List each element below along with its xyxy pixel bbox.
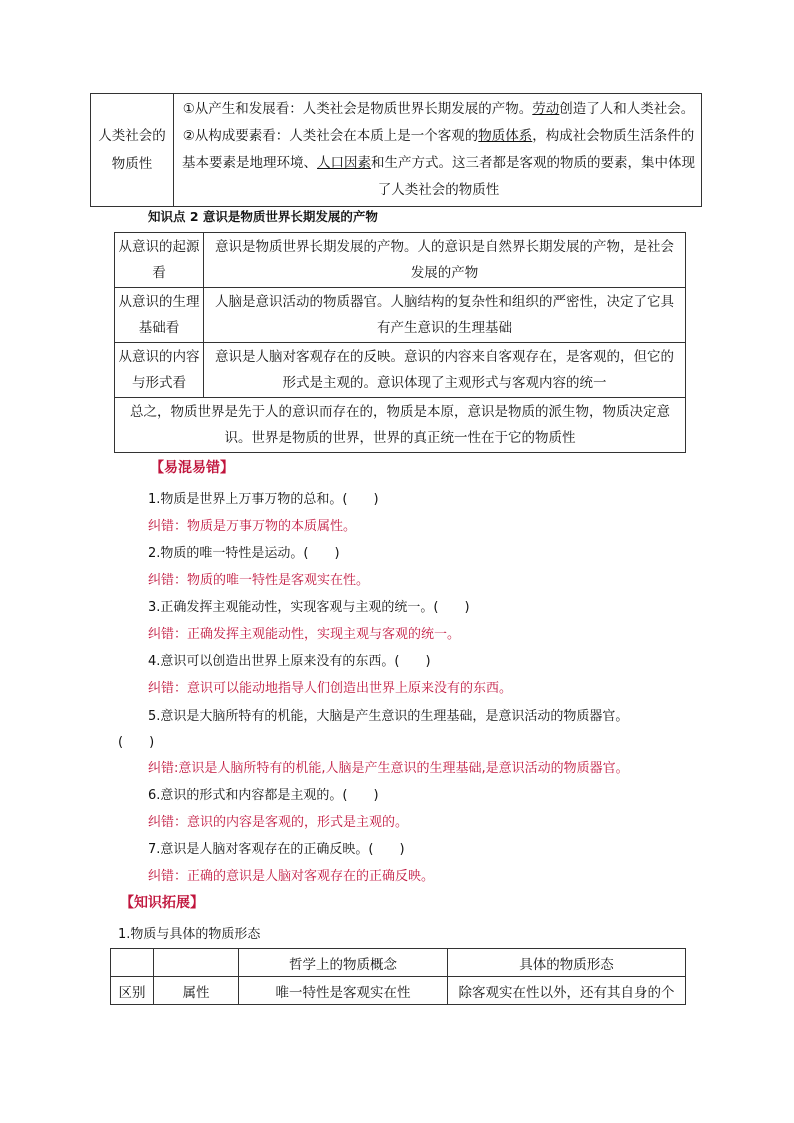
mistake-correction-2: 纠错：物质的唯一特性是客观实在性。 [148, 573, 370, 588]
table1-header: 人类社会的物质性 [91, 94, 174, 207]
table2-body-1: 意识是物质世界长期发展的产物。人的意识是自然界长期发展的产物，是社会发展的产物 [204, 233, 686, 288]
expand-subtitle: 1.物质与具体的物质形态 [118, 927, 261, 942]
mistake-question-7: 7.意识是人脑对客观存在的正确反映。( ) [148, 842, 405, 857]
material-forms-table [110, 948, 686, 1005]
mistake-correction-6: 纠错：意识的内容是客观的，形式是主观的。 [148, 815, 409, 830]
mistake-correction-3: 纠错：正确发挥主观能动性，实现主观与客观的统一。 [148, 627, 461, 642]
col-concrete-forms: 具体的物质形态 [448, 949, 686, 977]
table2-body-3: 意识是人脑对客观存在的反映。意识的内容来自客观存在，是客观的，但它的形式是主观的。意识体现了主观形式与客观内容的统一 [204, 343, 686, 398]
cell-philosophy-attribute: 唯一特性是客观实在性 [239, 977, 448, 1005]
cell-concrete-attribute: 除客观实在性以外，还有其自身的个 [448, 977, 686, 1005]
mistake-question-6: 6.意识的形式和内容都是主观的。( ) [148, 788, 379, 803]
mistake-correction-5: 纠错:意识是人脑所特有的机能,人脑是产生意识的生理基础,是意识活动的物质器官。 [148, 761, 629, 776]
mistake-question-5: 5.意识是大脑所特有的机能，大脑是产生意识的生理基础，是意识活动的物质器官。 [148, 709, 629, 724]
mistakes-title: 【易混易错】 [150, 460, 234, 476]
table2-header-1: 从意识的起源看 [115, 233, 204, 288]
mistake-question-4: 4.意识可以创造出世界上原来没有的东西。( ) [148, 654, 431, 669]
mistake-question-2: 2.物质的唯一特性是运动。( ) [148, 546, 340, 561]
table2-header-3: 从意识的内容与形式看 [115, 343, 204, 398]
table2-summary: 总之，物质世界是先于人的意识而存在的，物质是本原，意识是物质的派生物，物质决定意识。世界是物质的世界，世界的真正统一性在于它的物质性 [115, 398, 686, 453]
table2-body-2: 人脑是意识活动的物质器官。人脑结构的复杂性和组织的严密性，决定了它具有产生意识的生理基础 [204, 288, 686, 343]
mistake-question-5-paren: ( ) [118, 735, 155, 750]
row-label-attribute: 属性 [154, 977, 239, 1005]
consciousness-table [114, 232, 686, 453]
expand-title: 【知识拓展】 [120, 895, 204, 911]
section-title: 知识点 2 意识是物质世界长期发展的产物 [148, 209, 378, 224]
table1-body: ①从产生和发展看：人类社会是物质世界长期发展的产物。劳动创造了人和人类社会。 ②从构成要素看：人类社会在本质上是一个客观的物质体系，构成社会物质生活条件的基本要素是地理环境、人口因素和生产方式。这三者都是客观的物质的要素，集中体现了人类社会的物质性 [174, 94, 702, 207]
mistake-correction-1: 纠错：物质是万事万物的本质属性。 [148, 519, 357, 534]
table2-header-2: 从意识的生理基础看 [115, 288, 204, 343]
mistake-correction-7: 纠错：正确的意识是人脑对客观存在的正确反映。 [148, 869, 435, 884]
row-label-difference: 区别 [111, 977, 154, 1005]
mistake-question-1: 1.物质是世界上万事万物的总和。( ) [148, 492, 379, 507]
col-philosophy-matter: 哲学上的物质概念 [239, 949, 448, 977]
society-materiality-table [90, 93, 702, 207]
mistake-question-3: 3.正确发挥主观能动性，实现客观与主观的统一。( ) [148, 600, 470, 615]
mistake-correction-4: 纠错：意识可以能动地指导人们创造出世界上原来没有的东西。 [148, 681, 513, 696]
